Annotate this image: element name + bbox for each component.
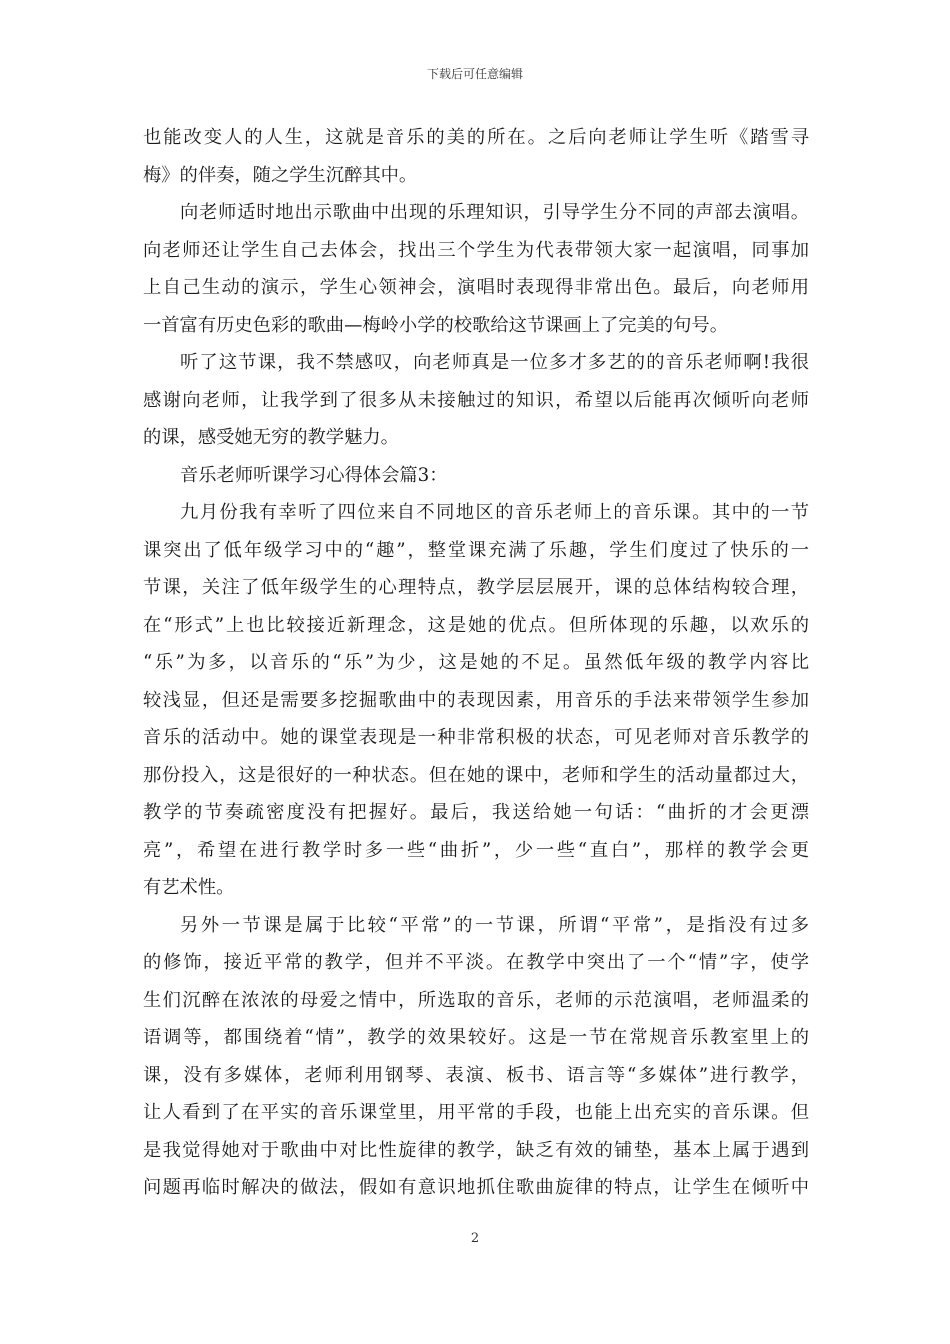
- page-number: 2: [470, 1231, 480, 1246]
- text-line: 课，没有多媒体，老师利用钢琴、表演、板书、语言等“多媒体”进行教学，: [143, 1064, 809, 1086]
- text-line: 亮”，希望在进行教学时多一些“曲折”，少一些“直白”，那样的教学会更: [143, 839, 809, 861]
- text-line: 课突出了低年级学习中的“趣”，整堂课充满了乐趣，学生们度过了快乐的一: [143, 539, 809, 561]
- text-line: 另外一节课是属于比较“平常”的一节课，所谓“平常”，是指没有过多: [180, 914, 809, 936]
- text-line: 感谢向老师，让我学到了很多从未接触过的知识，希望以后能再次倾听向老师: [143, 389, 809, 411]
- body-text: [143, 119, 809, 1207]
- text-line: “乐”为多，以音乐的“乐”为少，这是她的不足。虽然低年级的教学内容比: [143, 652, 809, 673]
- text-line: 也能改变人的人生，这就是音乐的美的所在。之后向老师让学生听《踏雪寻: [143, 127, 809, 148]
- text-line: 那份投入，这是很好的一种状态。但在她的课中，老师和学生的活动量都过大，: [143, 764, 809, 786]
- text-line: 生们沉醉在浓浓的母爱之情中，所选取的音乐，老师的示范演唱，老师温柔的: [143, 989, 809, 1011]
- text-line: 一首富有历史色彩的歌曲—梅岭小学的校歌给这节课画上了完美的句号。: [143, 314, 728, 336]
- section-heading: 音乐老师听课学习心得体会篇3：: [180, 464, 448, 486]
- text-line: 梅》的伴奏，随之学生沉醉其中。: [143, 164, 418, 186]
- text-line: 节课，关注了低年级学生的心理特点，教学层层展开，课的总体结构较合理，: [143, 577, 809, 598]
- text-line: 语调等，都围绕着“情”，教学的效果较好。这是一节在常规音乐教室里上的: [143, 1027, 809, 1048]
- text-line: 问题再临时解决的做法，假如有意识地抓住歌曲旋律的特点，让学生在倾听中: [143, 1177, 809, 1198]
- text-line: 上自己生动的演示，学生心领神会，演唱时表现得非常出色。最后，向老师用: [143, 277, 809, 298]
- text-line: 是我觉得她对于歌曲中对比性旋律的教学，缺乏有效的铺垫，基本上属于遇到: [143, 1139, 809, 1161]
- text-line: 在“形式”上也比较接近新理念，这是她的优点。但所体现的乐趣，以欢乐的: [143, 614, 809, 636]
- text-line: 听了这节课，我不禁感叹，向老师真是一位多才多艺的的音乐老师啊!我很: [180, 352, 809, 373]
- text-line: 九月份我有幸听了四位来自不同地区的音乐老师上的音乐课。其中的一节: [180, 502, 809, 523]
- text-line: 让人看到了在平实的音乐课堂里，用平常的手段，也能上出充实的音乐课。但: [143, 1102, 809, 1123]
- text-line: 教学的节奏疏密度没有把握好。最后，我送给她一句话：“曲折的才会更漂: [143, 802, 809, 823]
- text-line: 音乐的活动中。她的课堂表现是一种非常积极的状态，可见老师对音乐教学的: [143, 727, 809, 748]
- text-line: 有艺术性。: [143, 877, 235, 898]
- text-line: 的课，感受她无穷的教学魅力。: [143, 427, 399, 448]
- text-line: 较浅显，但还是需要多挖掘歌曲中的表现因素，用音乐的手法来带领学生参加: [143, 689, 809, 711]
- page-header: 下载后可任意编辑: [426, 67, 523, 81]
- text-line: 的修饰，接近平常的教学，但并不平淡。在教学中突出了一个“情”字，使学: [143, 952, 809, 973]
- text-line: 向老师还让学生自己去体会，找出三个学生为代表带领大家一起演唱，同事加: [143, 239, 809, 261]
- text-line: 向老师适时地出示歌曲中出现的乐理知识，引导学生分不同的声部去演唱。: [180, 202, 809, 223]
